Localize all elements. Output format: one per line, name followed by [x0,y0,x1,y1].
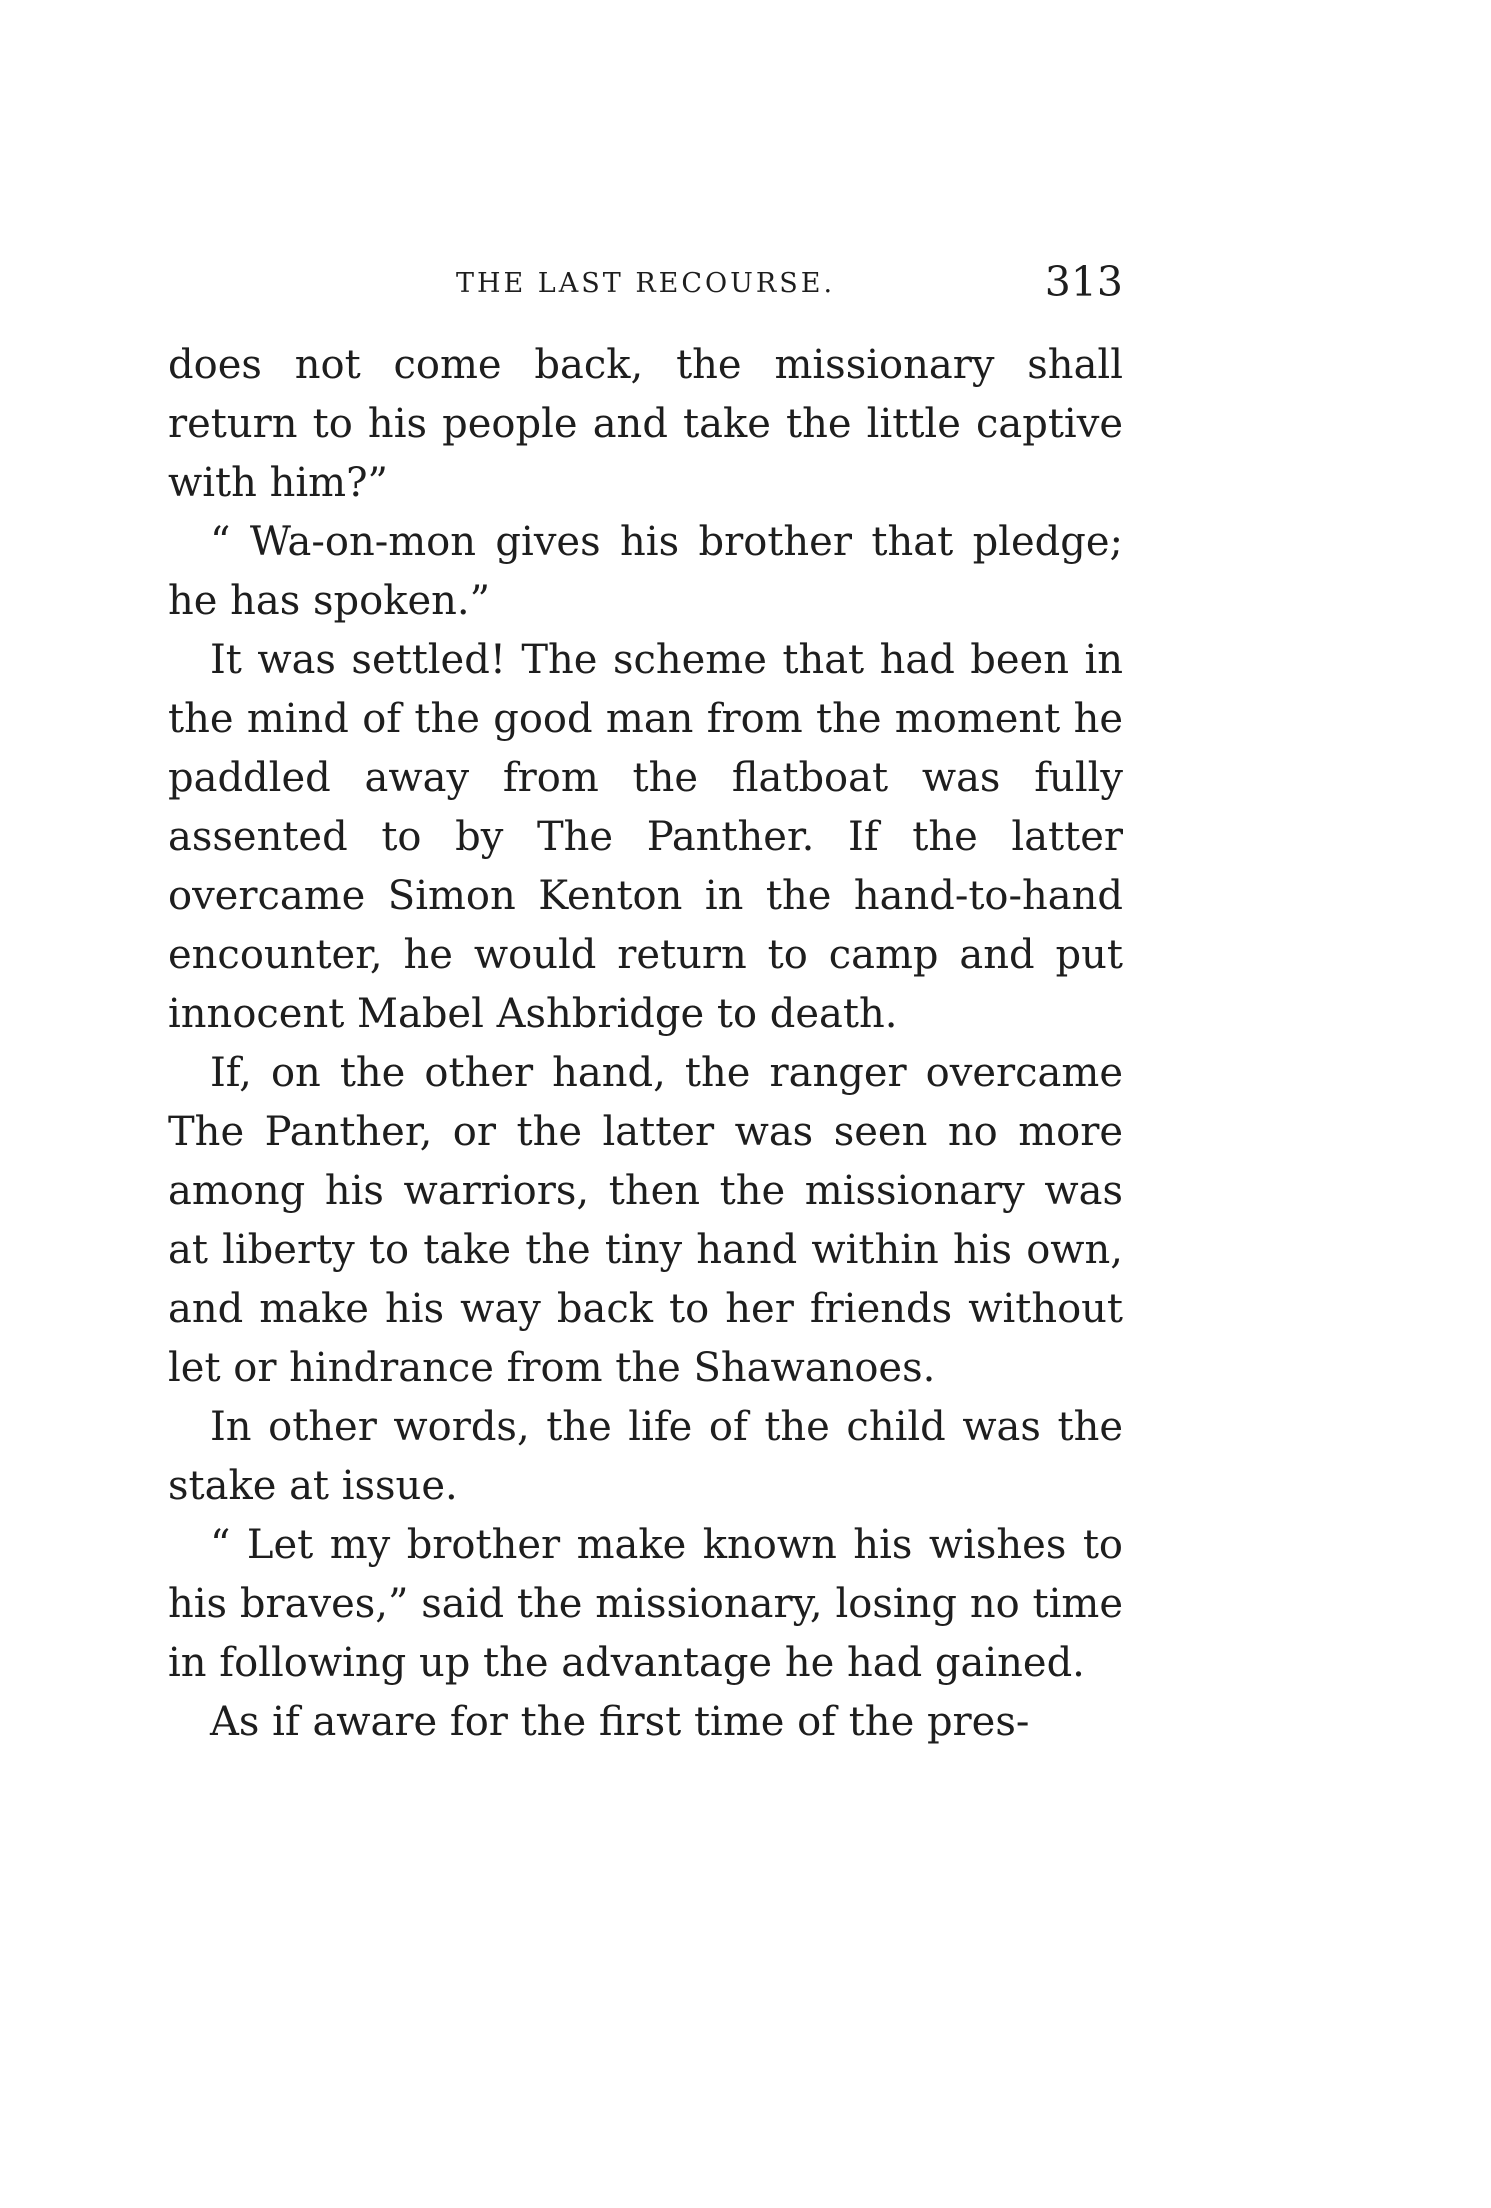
paragraph: “ Let my brother make known his wishes to his braves,” said the missionary, losing no time in following up the advantage he had gained. [168,1522,1123,1686]
paragraph: As if aware for the first time of the pres- [210,1699,1030,1745]
paragraph-continuation: does not come back, the missionary shall return to his people and take the little captive with him?” [168,342,1123,506]
paragraph: “ Wa-on-mon gives his brother that pledge; he has spoken.” [168,519,1123,624]
body-text [168,336,1123,1752]
running-title: THE LAST RECOURSE. [455,268,836,299]
paragraph: If, on the other hand, the ranger overcame The Panther, or the latter was seen no more among his warriors, then the missionary was at liberty to take the tiny hand within his own, and make his way back to her friends without let or hindrance from the Shawanoes. [168,1050,1123,1391]
running-header [168,258,1123,306]
page-number: 313 [1044,258,1123,306]
paragraph: It was settled! The scheme that had been in the mind of the good man from the moment he paddled away from the flatboat was fully assented to by The Panther. If the latter overcame Simon Kenton in the hand-to-hand encounter, he would return to camp and put innocent Mabel Ashbridge to death. [168,637,1123,1037]
paragraph: In other words, the life of the child was the stake at issue. [168,1404,1123,1509]
